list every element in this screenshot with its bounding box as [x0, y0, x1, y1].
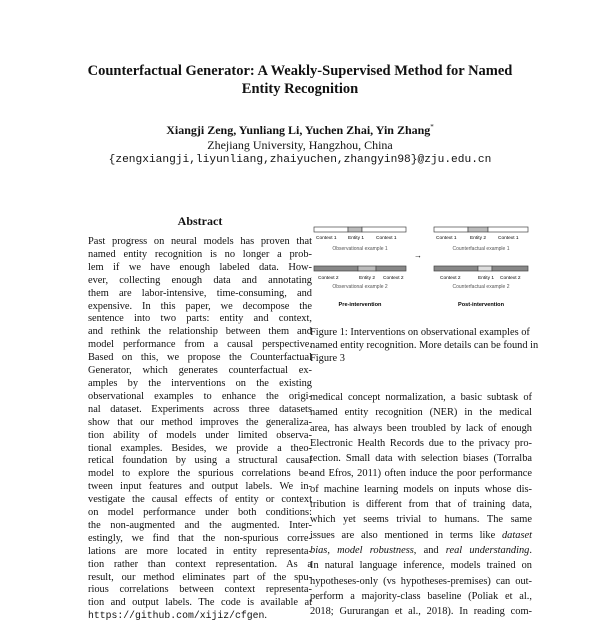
pre-intervention-label: Pre-intervention — [338, 302, 382, 308]
cf1-context-bar — [434, 227, 468, 232]
abstract-line: and rethink the relationship between them and — [88, 326, 312, 338]
obs1-label-context-2: Context 1 — [376, 236, 397, 241]
obs2-label-context-2: Context 2 — [383, 276, 404, 281]
body-line: 2018; Gururangan et al., 2018). In reading com- — [310, 606, 532, 618]
abstract-line: lations are more located in entity representa- — [88, 545, 312, 557]
cf2-entity-bar — [478, 266, 492, 271]
abstract-line: on model performance under both conditions: — [88, 507, 312, 519]
title-line-1: Counterfactual Generator: A Weakly-Supervised Method for Named — [87, 63, 513, 79]
cf1-label-context-2: Context 1 — [498, 236, 519, 241]
author-footnote-mark: * — [430, 123, 434, 131]
cf1-label-entity: Entity 2 — [470, 236, 486, 241]
term-sep: , — [327, 544, 338, 556]
obs2-context-bar — [314, 266, 358, 271]
body-line: and Efros, 2011) often induce the poor performance — [310, 468, 532, 480]
figure-1-caption — [310, 326, 539, 365]
author-emails: {zengxiangji,liyunliang,zhaiyuchen,zhangyin98}@zju.edu.cn — [108, 154, 492, 166]
cf2-context-bar-2 — [492, 266, 528, 271]
abstract-line: tional examples. Besides, we provide a theo- — [88, 442, 312, 454]
body-line: named entity recognition (NER) in the medical — [310, 407, 532, 419]
intro-body-text — [310, 390, 532, 619]
abstract-line: Based on this, we propose the Counterfactual — [88, 352, 312, 364]
term-dataset: dataset — [501, 529, 532, 541]
abstract-line-code — [88, 610, 312, 623]
obs2-entity-bar — [358, 266, 376, 271]
body-line: which yet seems trivial to humans. The same — [310, 514, 532, 526]
cf2-context-bar — [434, 266, 478, 271]
abstract-line: Generator, which generates counterfactual ex- — [88, 365, 312, 377]
abstract-line: Past progress on neural models has proven that — [88, 236, 312, 247]
body-line: In natural language inference, models trained on — [310, 560, 532, 572]
term-model-robustness: model robustness — [337, 544, 414, 556]
obs1-label-entity: Entity 1 — [348, 236, 364, 241]
abstract-line: amples by the interventions on the existing — [88, 377, 312, 389]
term-period: . — [529, 544, 532, 556]
cf1-entity-bar — [468, 227, 488, 232]
cf1-name: Counterfactual example 1 — [452, 246, 510, 252]
caption-line: Figure 3 — [310, 353, 345, 364]
obs1-name: Observational example 1 — [332, 246, 388, 252]
abstract-line: show that our method improves the generaliza- — [88, 416, 312, 428]
obs2-context-bar-2 — [376, 266, 406, 271]
abstract-line: model performance from a causal perspective. — [88, 339, 312, 351]
paper-title — [0, 62, 600, 98]
abstract-heading: Abstract — [177, 214, 223, 228]
observational-example-1 — [314, 227, 406, 252]
body-line: medical concept normalization, a basic subtask of — [310, 392, 532, 403]
cf2-name: Counterfactual example 2 — [452, 284, 510, 290]
title-line-2: Entity Recognition — [241, 81, 359, 97]
term-and: , and — [413, 544, 446, 556]
abstract-line: them are labor-intensive, time-consuming, and — [88, 287, 312, 299]
counterfactual-example-2 — [434, 266, 528, 290]
author-names-line — [0, 120, 600, 138]
body-line-terms-2 — [310, 543, 532, 558]
figure-1-diagram — [308, 222, 534, 322]
intervention-arrow: → — [414, 251, 422, 260]
abstract-line: observational examples to enhance the origi- — [88, 390, 312, 402]
abstract-line: nal dataset. Experiments across three datasets — [88, 403, 312, 415]
counterfactual-example-1 — [434, 227, 528, 252]
abstract-line: estingly, we find that the non-spurious corre- — [88, 532, 312, 544]
abstract-line: tion and output labels. The code is available at — [88, 597, 312, 609]
body-line: tribution is different from that of training data, — [310, 499, 532, 511]
body-line: perform a majority-class baseline (Poliak et al., — [310, 590, 532, 602]
abstract-line: result, our method eliminates part of the spu- — [88, 571, 312, 583]
caption-line: named entity recognition. More details can be found in — [310, 340, 539, 351]
author-block — [0, 120, 600, 168]
abstract-line: the non-augmented and the augmented. Inter- — [88, 519, 312, 531]
obs2-label-entity: Entity 2 — [359, 276, 375, 281]
abstract-line: expensive. In this paper, we decompose the — [88, 300, 312, 312]
body-line: hypotheses-only (vs hypotheses-premises) can out- — [310, 575, 532, 587]
author-names: Xiangji Zeng, Yunliang Li, Yuchen Zhai, Yin Zhang — [166, 123, 431, 137]
cf2-label-entity: Entity 1 — [478, 276, 494, 281]
obs1-context-bar-2 — [362, 227, 406, 232]
cf2-label-context-2: Context 2 — [500, 276, 521, 281]
abstract-line: sentence into two parts: entity and context, — [88, 313, 312, 325]
obs2-name: Observational example 2 — [332, 284, 388, 290]
body-line: Electronic Health Records due to the privacy pro- — [310, 437, 532, 449]
code-url-link[interactable]: https://github.com/xijiz/cfgen — [88, 610, 265, 622]
abstract-line: vestigate the causal effects of entity or context — [88, 494, 312, 506]
code-url-period: . — [264, 610, 267, 622]
abstract-line: model to explore the spurious correlations be- — [88, 468, 312, 480]
cf1-context-bar-2 — [488, 227, 528, 232]
affiliation: Zhejiang University, Hangzhou, China — [207, 138, 393, 152]
cf2-label-context: Context 2 — [440, 276, 461, 281]
caption-line: Figure 1: Interventions on observational examples of — [310, 327, 530, 338]
cf1-label-context: Context 1 — [436, 236, 457, 241]
abstract-line: named entity recognition is no longer a prob- — [88, 248, 312, 260]
body-line-10-text: issues are also mentioned in terms like — [310, 529, 502, 541]
abstract-line: tween input features and output labels. We in- — [88, 481, 312, 493]
abstract-line: tion rather than context representation. As a — [88, 558, 312, 570]
term-real-understanding: real understanding — [445, 544, 530, 556]
observational-example-2 — [314, 266, 406, 290]
abstract-line: ever, collecting enough data and annotating — [88, 274, 312, 286]
obs2-label-context: Context 2 — [318, 276, 339, 281]
body-line-terms — [310, 528, 532, 543]
post-intervention-label: Post-intervention — [458, 302, 504, 308]
abstract-line: tion ability of models under limited observa- — [88, 429, 312, 441]
abstract-line: lem if we have enough labeled data. How- — [88, 261, 312, 273]
abstract-line: retical foundation by using a structural causal — [88, 455, 312, 467]
term-bias: bias — [310, 544, 328, 556]
body-line: area, has always been troubled by lack of enough — [310, 422, 532, 434]
obs1-entity-bar — [348, 227, 362, 232]
abstract-line: rious correlations between context representa- — [88, 584, 312, 596]
abstract-body — [88, 236, 312, 623]
obs1-context-bar — [314, 227, 348, 232]
obs1-label-context: Context 1 — [316, 236, 337, 241]
body-line: tection. Small data with selection biases (Torralba — [310, 453, 532, 465]
body-line: of machine learning models on inputs whose dis- — [310, 483, 532, 495]
